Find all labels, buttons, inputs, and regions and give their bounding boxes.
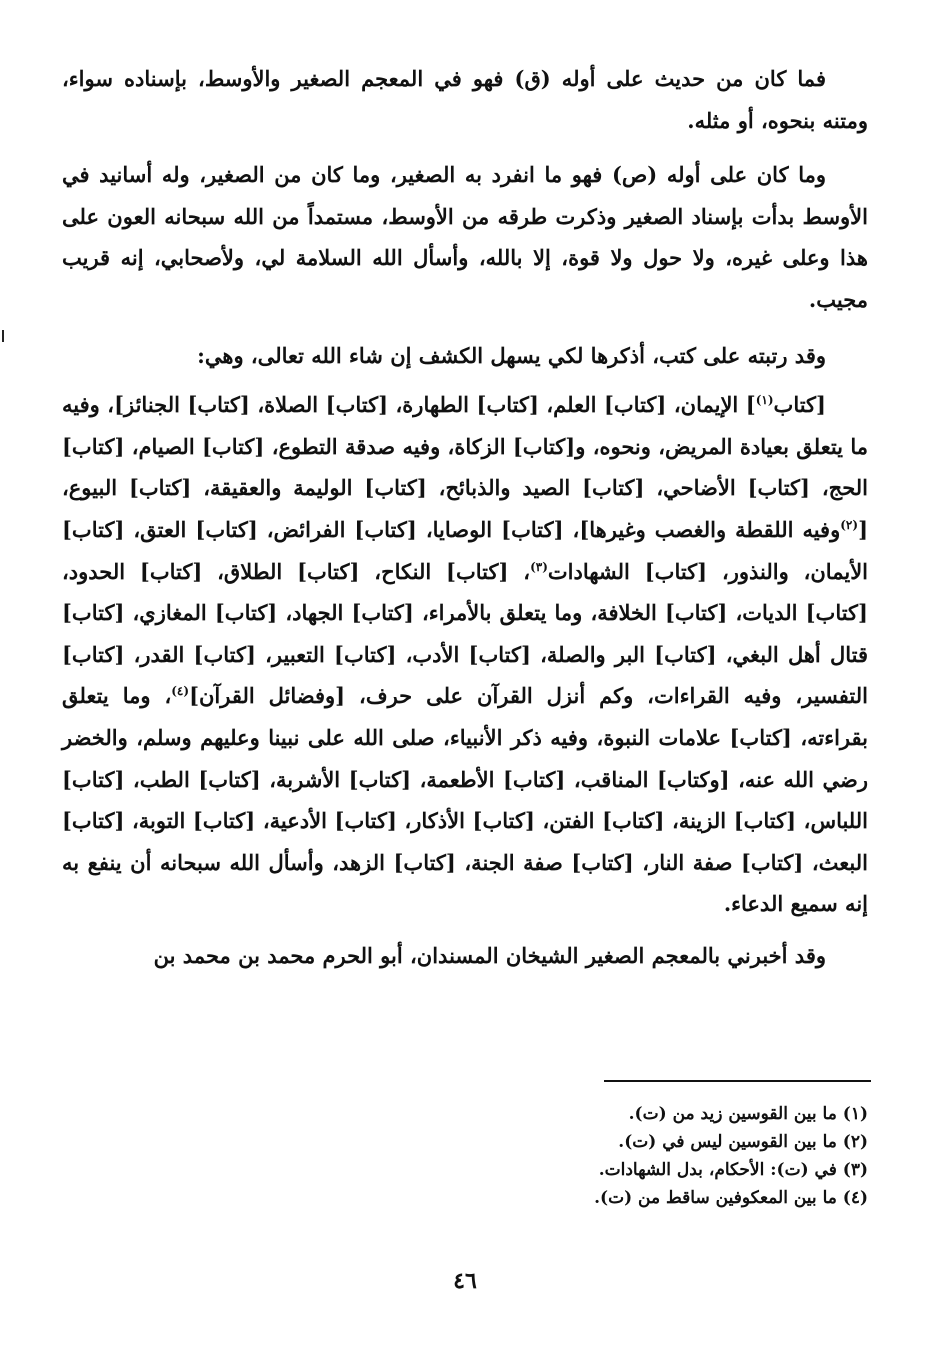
paragraph-4-book-list [62,384,868,925]
paragraph-5: وقد أخبرني بالمعجم الصغير الشيخان المسندان، أبو الحرم محمد بن محمد بن [153,942,826,968]
text-segment: ، وما يتعلق بقراءته، [كتاب] علامات النبوة، وفيه ذكر الأنبياء، صلى الله على نبينا وعليهم وسلم، والخضر رضي الله عنه، [وكتاب] المناقب، [كتاب] الأطعمة، [كتاب] الأشربة، [كتاب] الطب، [كتاب] اللباس، [كتاب] الزينة، [كتاب] الفتن، [كتاب] الأذكار، [كتاب] الأدعية، [كتاب] التوبة، [كتاب] البعث، [كتاب] صفة النار، [كتاب] صفة الجنة، [كتاب] الزهد، وأسأل الله سبحانه أن ينفع به إنه سميع الدعاء. [62,683,868,917]
footnote-ref-2: (٢) [840,517,859,532]
footnote-2: (٢) ما بين القوسين ليس في (ت). [618,1132,868,1152]
text-segment: ] الإيمان، [كتاب] العلم، [كتاب] الطهارة، [كتاب] الصلاة، [كتاب] الجنائز]، وفيه ما يتعلق بعيادة المريض، ونحوه، و[كتاب] الزكاة، وفيه صدقة التطوع، [كتاب] الصيام، [كتاب] الحج، [كتاب] الأضاحي، [كتاب] الصيد والذبائح، [كتاب] الوليمة والعقيقة، [كتاب] البيوع، [ [62,392,868,542]
text-segment: ، [كتاب] النكاح، [كتاب] الطلاق، [كتاب] الحدود، [كتاب] الديات، [كتاب] الخلافة، وما يتعلق بالأمراء، [كتاب] الجهاد، [كتاب] المغازي، [كتاب] قتال أهل البغي، [كتاب] البر والصلة، [كتاب] الأدب، [كتاب] التعبير، [كتاب] القدر، [كتاب] التفسير، وفيه القراءات، وكم أنزل القرآن على حرف، [وفضائل القرآن] [62,558,868,709]
paragraph-2: وما كان على أوله (ص) فهو ما انفرد به الصغير، وما كان من الصغير، وله أسانيد في الأوسط بدأت بإسناد الصغير وذكرت طرقه من الأوسط، مستمداً من الله سبحانه العون على هذا وعلى غيره، ولا حول ولا قوة، إلا بالله، وأسأل الله السلامة لي، ولأصحابي، إنه قريب مجيب. [62,162,868,312]
paragraph-3: وقد رتبته على كتب، أذكرها لكي يسهل الكشف إن شاء الله تعالى، وهي: [197,342,826,368]
text-segment: [كتاب [773,392,826,418]
scan-edge-mark [2,330,4,342]
main-text [62,58,868,976]
footnote-divider [604,1080,871,1082]
footnote-3: (٣) في (ت): الأحكام، بدل الشهادات. [598,1160,868,1180]
footnote-ref-3: (٣) [530,559,548,574]
footnote-ref-1: (١) [755,393,774,408]
footnote-4: (٤) ما بين المعكوفين ساقط من (ت). [594,1188,868,1208]
page-number: ٤٦ [453,1268,477,1294]
footnotes [430,1100,868,1212]
text-segment: وفيه اللقطة والغصب وغيرها]، [كتاب] الوصايا، [كتاب] الفرائض، [كتاب] العتق، [كتاب] الأيمان، والنذور، [كتاب] الشهادات [62,516,869,584]
paragraph-1: فما كان من حديث على أوله (ق) فهو في المعجم الصغير والأوسط، بإسناده سواء، ومتنه بنحوه، أو مثله. [62,66,868,133]
footnote-ref-4: (٤) [171,684,190,699]
footnote-1: (١) ما بين القوسين زيد من (ت). [628,1104,868,1124]
